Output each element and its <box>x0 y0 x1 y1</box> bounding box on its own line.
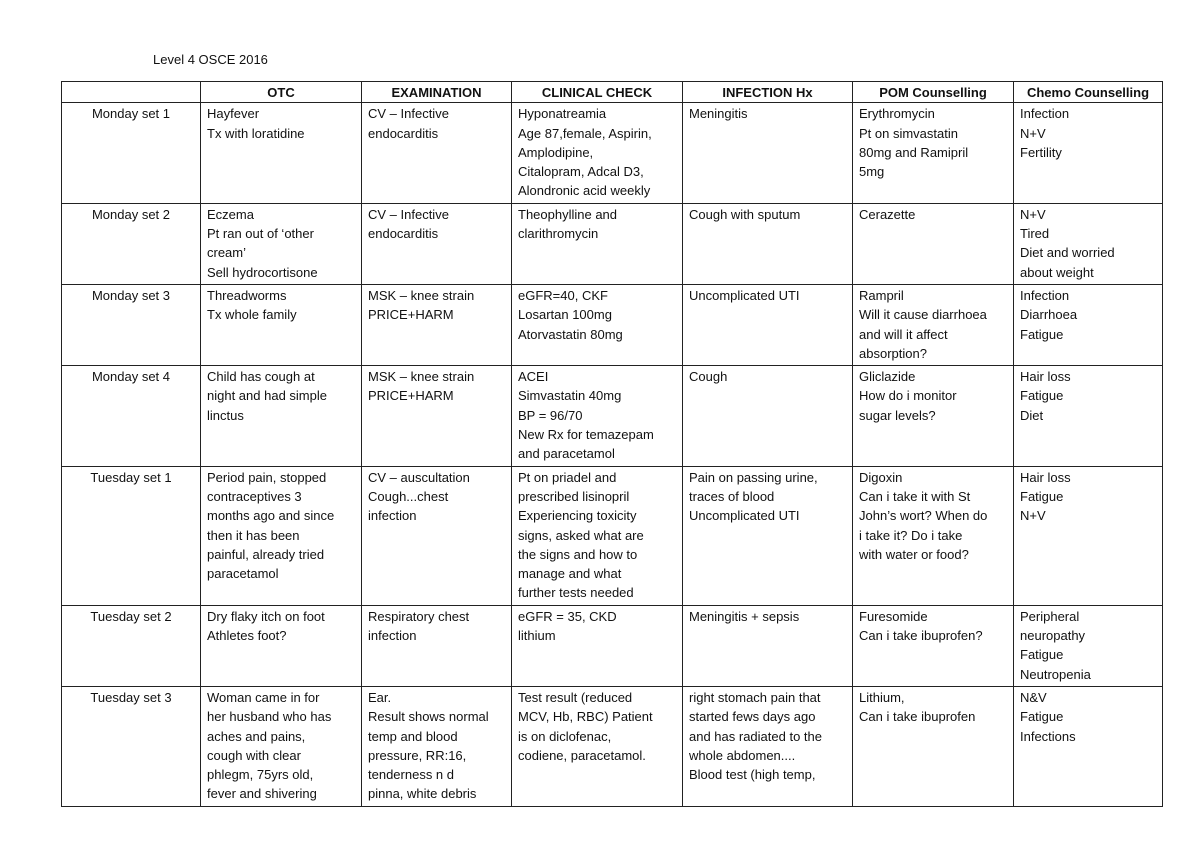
cell-text-line: Infection <box>1020 106 1070 122</box>
table-cell <box>683 466 853 605</box>
cell-text-line: Tx whole family <box>207 307 297 323</box>
cell-text-line: phlegm, 75yrs old, <box>207 767 314 783</box>
cell-text-line: tenderness n d <box>368 767 455 783</box>
cell-text-line: MSK – knee strain <box>368 287 475 303</box>
cell-text-line: Cough with sputum <box>689 206 801 222</box>
cell-text-line: MCV, Hb, RBC) Patient <box>518 709 653 725</box>
table-cell <box>362 605 512 686</box>
table-cell <box>512 466 683 605</box>
column-header: Chemo Counselling <box>1014 82 1163 103</box>
cell-text-line: Woman came in for <box>207 689 320 705</box>
cell-text-line: Alondronic acid weekly <box>518 183 651 199</box>
table-cell <box>362 466 512 605</box>
cell-text-line: Furesomide <box>859 608 928 624</box>
row-label: Monday set 3 <box>62 284 201 365</box>
table-cell <box>853 203 1014 284</box>
cell-text-line: Hayfever <box>207 106 260 122</box>
table-cell <box>683 605 853 686</box>
cell-text-line: linctus <box>207 407 244 423</box>
page-title: Level 4 OSCE 2016 <box>153 52 268 67</box>
cell-text-line: Losartan 100mg <box>518 307 612 323</box>
cell-text-line: Erythromycin <box>859 106 935 122</box>
cell-text-line: fever and shivering <box>207 786 317 802</box>
cell-text-line: paracetamol <box>207 566 279 582</box>
table-cell <box>853 366 1014 466</box>
table-cell <box>853 103 1014 203</box>
cell-text-line: Pt on priadel and <box>518 469 617 485</box>
cell-text-line: sugar levels? <box>859 407 936 423</box>
cell-text-line: Meningitis <box>689 106 748 122</box>
cell-text-line: cream’ <box>207 245 247 261</box>
cell-text-line: months ago and since <box>207 508 335 524</box>
cell-text-line: right stomach pain that <box>689 689 821 705</box>
cell-text-line: Infection <box>1020 287 1070 303</box>
row-label: Tuesday set 2 <box>62 605 201 686</box>
cell-text-line: Pt on simvastatin <box>859 125 958 141</box>
cell-text-line: signs, asked what are <box>518 527 644 543</box>
cell-text-line: How do i monitor <box>859 388 957 404</box>
cell-text-line: painful, already tried <box>207 546 325 562</box>
cell-text-line: pinna, white debris <box>368 786 477 802</box>
table-cell <box>362 366 512 466</box>
cell-text-line: Hair loss <box>1020 469 1071 485</box>
table-cell <box>512 203 683 284</box>
cell-text-line: and has radiated to the <box>689 728 822 744</box>
row-label: Monday set 4 <box>62 366 201 466</box>
cell-text-line: eGFR = 35, CKD <box>518 608 617 624</box>
cell-text-line: CV – Infective <box>368 206 449 222</box>
table-cell <box>1014 103 1163 203</box>
cell-text-line: Lithium, <box>859 689 905 705</box>
cell-text-line: endocarditis <box>368 226 439 242</box>
cell-text-line: New Rx for temazepam <box>518 427 654 443</box>
cell-text-line: cough with clear <box>207 747 301 763</box>
table-cell <box>201 203 362 284</box>
cell-text-line: Pain on passing urine, <box>689 469 818 485</box>
cell-text-line: CV – Infective <box>368 106 449 122</box>
cell-text-line: Cough <box>689 369 728 385</box>
cell-text-line: PRICE+HARM <box>368 388 454 404</box>
cell-text-line: absorption? <box>859 345 927 361</box>
cell-text-line: her husband who has <box>207 709 332 725</box>
cell-text-line: Peripheral <box>1020 608 1080 624</box>
table-cell <box>512 366 683 466</box>
cell-text-line: Ear. <box>368 689 392 705</box>
cell-text-line: John’s wort? When do <box>859 508 988 524</box>
cell-text-line: Diet and worried <box>1020 245 1115 261</box>
cell-text-line: Cough...chest <box>368 488 449 504</box>
table-cell <box>362 203 512 284</box>
column-header-blank <box>62 82 201 103</box>
cell-text-line: Simvastatin 40mg <box>518 388 622 404</box>
cell-text-line: Cerazette <box>859 206 916 222</box>
cell-text-line: traces of blood <box>689 488 775 504</box>
cell-text-line: the signs and how to <box>518 546 638 562</box>
cell-text-line: Hair loss <box>1020 369 1071 385</box>
cell-text-line: 5mg <box>859 164 885 180</box>
cell-text-line: CV – auscultation <box>368 469 470 485</box>
cell-text-line: aches and pains, <box>207 728 306 744</box>
cell-text-line: Fatigue <box>1020 388 1064 404</box>
cell-text-line: Infections <box>1020 728 1076 744</box>
row-label: Tuesday set 1 <box>62 466 201 605</box>
table-cell <box>512 686 683 806</box>
cell-text-line: Citalopram, Adcal D3, <box>518 164 644 180</box>
cell-text-line: Blood test (high temp, <box>689 767 816 783</box>
table-row <box>62 203 1163 284</box>
cell-text-line: BP = 96/70 <box>518 407 583 423</box>
column-header: EXAMINATION <box>362 82 512 103</box>
cell-text-line: is on diclofenac, <box>518 728 612 744</box>
table-cell <box>1014 605 1163 686</box>
cell-text-line: pressure, RR:16, <box>368 747 467 763</box>
table-cell <box>853 686 1014 806</box>
cell-text-line: N&V <box>1020 689 1047 705</box>
table-cell <box>683 686 853 806</box>
cell-text-line: Fatigue <box>1020 488 1064 504</box>
cell-text-line: and will it affect <box>859 326 948 342</box>
table-cell <box>683 366 853 466</box>
cell-text-line: night and had simple <box>207 388 327 404</box>
cell-text-line: Hyponatreamia <box>518 106 607 122</box>
table-cell <box>201 103 362 203</box>
cell-text-line: manage and what <box>518 566 622 582</box>
cell-text-line: with water or food? <box>859 546 969 562</box>
cell-text-line: Will it cause diarrhoea <box>859 307 987 323</box>
table-cell <box>362 686 512 806</box>
cell-text-line: N+V <box>1020 508 1046 524</box>
cell-text-line: whole abdomen.... <box>689 747 796 763</box>
cell-text-line: infection <box>368 508 417 524</box>
cell-text-line: Dry flaky itch on foot <box>207 608 325 624</box>
cell-text-line: N+V <box>1020 206 1046 222</box>
table-cell <box>512 284 683 365</box>
cell-text-line: eGFR=40, CKF <box>518 287 608 303</box>
cell-text-line: Fertility <box>1020 144 1062 160</box>
table-cell <box>683 103 853 203</box>
cell-text-line: then it has been <box>207 527 300 543</box>
cell-text-line: Can i take it with St <box>859 488 971 504</box>
cell-text-line: Can i take ibuprofen <box>859 709 976 725</box>
cell-text-line: Uncomplicated UTI <box>689 287 800 303</box>
table-cell <box>201 466 362 605</box>
cell-text-line: further tests needed <box>518 585 634 601</box>
cell-text-line: Neutropenia <box>1020 666 1091 682</box>
cell-text-line: Tx with loratidine <box>207 125 305 141</box>
cell-text-line: Rampril <box>859 287 904 303</box>
cell-text-line: Age 87,female, Aspirin, <box>518 125 652 141</box>
cell-text-line: Can i take ibuprofen? <box>859 628 983 644</box>
cell-text-line: Fatigue <box>1020 647 1064 663</box>
column-header: POM Counselling <box>853 82 1014 103</box>
cell-text-line: Athletes foot? <box>207 628 287 644</box>
cell-text-line: Respiratory chest <box>368 608 470 624</box>
cell-text-line: Period pain, stopped <box>207 469 327 485</box>
cell-text-line: Pt ran out of ‘other <box>207 226 314 242</box>
table-cell <box>1014 466 1163 605</box>
cell-text-line: Tired <box>1020 226 1050 242</box>
cell-text-line: i take it? Do i take <box>859 527 963 543</box>
table-cell <box>853 605 1014 686</box>
cell-text-line: clarithromycin <box>518 226 599 242</box>
row-label: Monday set 1 <box>62 103 201 203</box>
cell-text-line: Diarrhoea <box>1020 307 1078 323</box>
cell-text-line: and paracetamol <box>518 446 615 462</box>
table-row <box>62 686 1163 806</box>
cell-text-line: Threadworms <box>207 287 287 303</box>
table-cell <box>683 203 853 284</box>
cell-text-line: Amplodipine, <box>518 144 594 160</box>
table-cell <box>853 284 1014 365</box>
table-cell <box>683 284 853 365</box>
table-cell <box>1014 366 1163 466</box>
table-cell <box>201 366 362 466</box>
cell-text-line: MSK – knee strain <box>368 369 475 385</box>
cell-text-line: about weight <box>1020 264 1094 280</box>
osce-schedule-table <box>61 81 1163 807</box>
cell-text-line: neuropathy <box>1020 628 1086 644</box>
cell-text-line: lithium <box>518 628 556 644</box>
cell-text-line: N+V <box>1020 125 1046 141</box>
cell-text-line: Test result (reduced <box>518 689 633 705</box>
table-cell <box>201 605 362 686</box>
table-row <box>62 103 1163 203</box>
cell-text-line: PRICE+HARM <box>368 307 454 323</box>
cell-text-line: infection <box>368 628 417 644</box>
table-cell <box>512 605 683 686</box>
column-header: OTC <box>201 82 362 103</box>
table-cell <box>1014 203 1163 284</box>
cell-text-line: Uncomplicated UTI <box>689 508 800 524</box>
cell-text-line: Diet <box>1020 407 1044 423</box>
cell-text-line: Eczema <box>207 206 254 222</box>
cell-text-line: temp and blood <box>368 728 458 744</box>
cell-text-line: Theophylline and <box>518 206 618 222</box>
cell-text-line: Meningitis + sepsis <box>689 608 800 624</box>
cell-text-line: Result shows normal <box>368 709 489 725</box>
cell-text-line: ACEI <box>518 369 549 385</box>
table-row <box>62 605 1163 686</box>
column-header: CLINICAL CHECK <box>512 82 683 103</box>
table-cell <box>362 103 512 203</box>
cell-text-line: Experiencing toxicity <box>518 508 637 524</box>
row-label: Tuesday set 3 <box>62 686 201 806</box>
cell-text-line: codiene, paracetamol. <box>518 747 646 763</box>
table-row <box>62 284 1163 365</box>
cell-text-line: Child has cough at <box>207 369 315 385</box>
table-row <box>62 466 1163 605</box>
row-label: Monday set 2 <box>62 203 201 284</box>
header-row <box>62 82 1163 103</box>
cell-text-line: Sell hydrocortisone <box>207 264 318 280</box>
table-cell <box>512 103 683 203</box>
cell-text-line: Atorvastatin 80mg <box>518 326 623 342</box>
cell-text-line: contraceptives 3 <box>207 488 302 504</box>
cell-text-line: Gliclazide <box>859 369 916 385</box>
cell-text-line: started fews days ago <box>689 709 816 725</box>
table-cell <box>201 686 362 806</box>
table-cell <box>853 466 1014 605</box>
cell-text-line: endocarditis <box>368 125 439 141</box>
cell-text-line: Fatigue <box>1020 709 1064 725</box>
table-cell <box>362 284 512 365</box>
cell-text-line: prescribed lisinopril <box>518 488 630 504</box>
table-cell <box>201 284 362 365</box>
cell-text-line: Digoxin <box>859 469 903 485</box>
cell-text-line: 80mg and Ramipril <box>859 144 969 160</box>
column-header: INFECTION Hx <box>683 82 853 103</box>
table-row <box>62 366 1163 466</box>
table-cell <box>1014 686 1163 806</box>
table-cell <box>1014 284 1163 365</box>
cell-text-line: Fatigue <box>1020 326 1064 342</box>
